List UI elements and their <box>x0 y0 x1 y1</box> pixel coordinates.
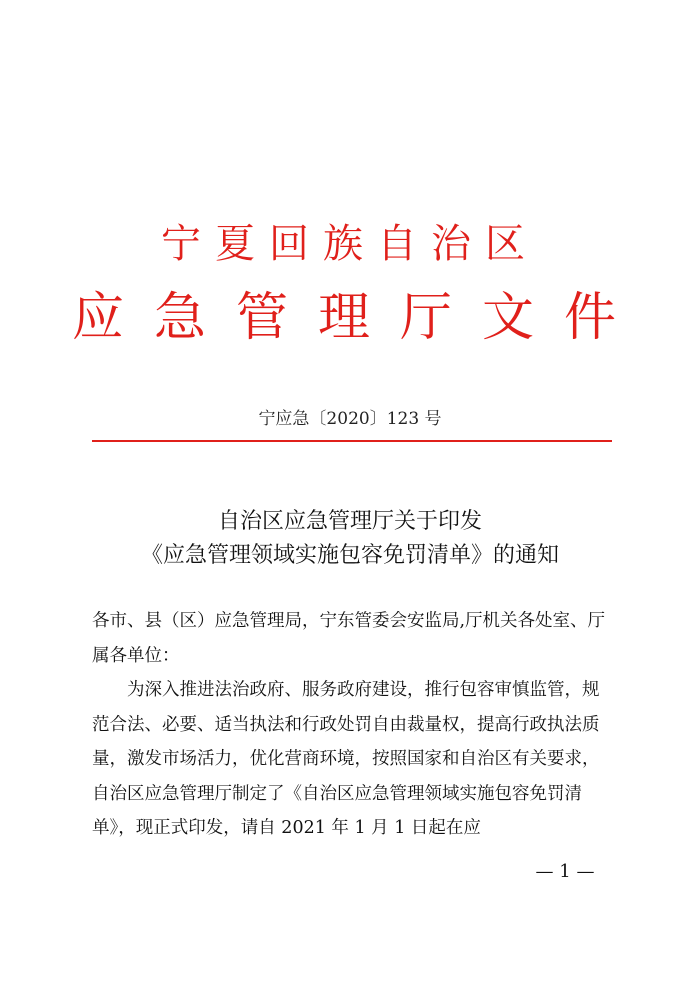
issuer-region-heading: 宁夏回族自治区 <box>161 221 539 267</box>
title-line-1: 自治区应急管理厅关于印发 <box>217 509 482 534</box>
red-divider-line <box>92 440 612 442</box>
body-paragraph: 为深入推进法治政府、服务政府建设，推行包容审慎监管，规范合法、必要、适当执法和行政处罚自由裁量权，提高行政执法质量，激发市场活力，优化营商环境，按照国家和自治区有关要求，自治区应急管理厅制定了《自治区应急管理领域实施包容免罚清单》，现正式印发，请自 2021 年 1 月 1 日起在应 <box>92 680 600 838</box>
issuer-office-heading: 应急管理厅文件 <box>71 288 646 348</box>
document-title <box>0 505 700 573</box>
document-body <box>92 604 612 846</box>
addressee: 各市、县（区）应急管理局，宁东管委会安监局,厅机关各处室、厅属各单位： <box>92 611 606 666</box>
page-number: — 1 — <box>535 861 595 882</box>
document-number: 宁应急〔2020〕123 号 <box>258 409 442 429</box>
title-line-2: 《应急管理领域实施包容免罚清单》的通知 <box>140 543 559 568</box>
